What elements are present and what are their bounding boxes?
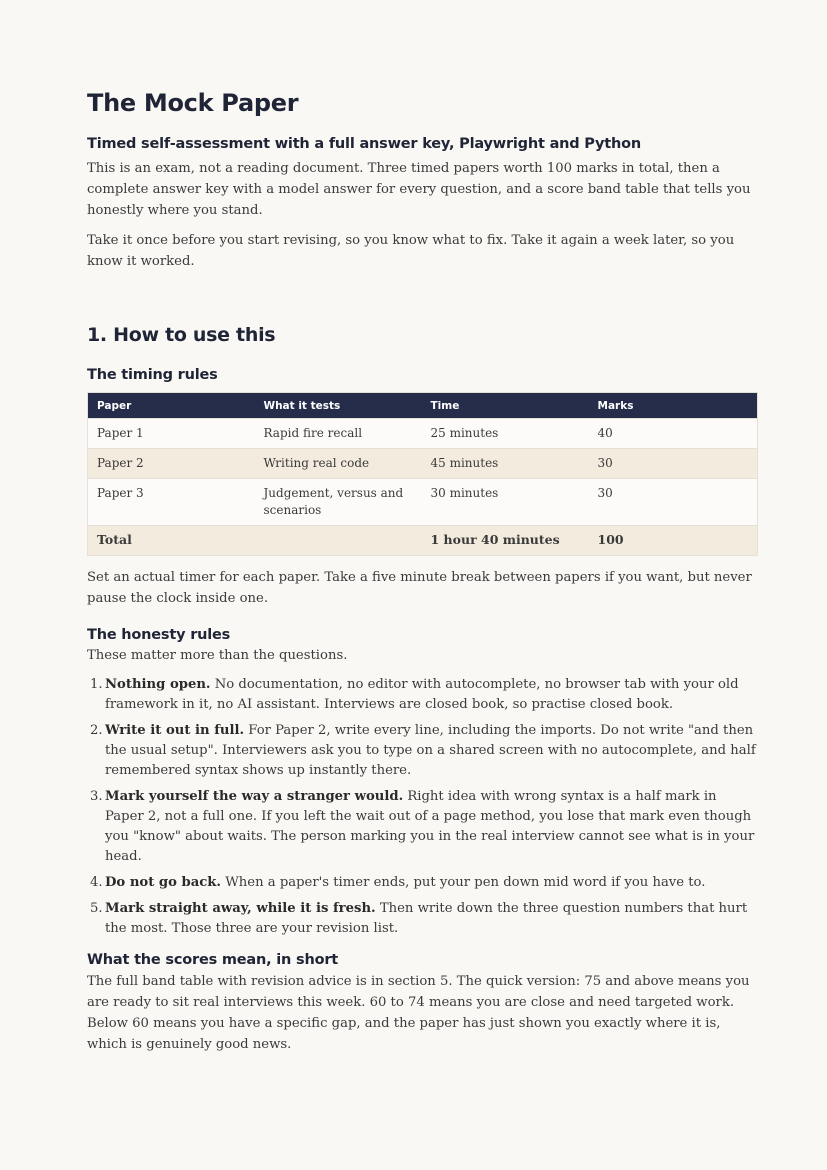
table-cell: 40 <box>589 419 758 449</box>
list-item <box>87 899 757 939</box>
table-cell: 30 <box>589 479 758 526</box>
rule-title: Mark straight away, while it is fresh. <box>105 901 376 916</box>
table-cell: Rapid fire recall <box>255 419 422 449</box>
document-subtitle: Timed self-assessment with a full answer key, Playwright and Python <box>87 136 641 152</box>
rule-text: When a paper's timer ends, put your pen down mid word if you have to. <box>221 875 706 890</box>
rule-text: No documentation, no editor with autocomplete, no browser tab with your old framework in it, no AI assistant. Interviews are closed book, so practise closed book. <box>105 677 739 712</box>
list-number: 3. <box>90 789 103 804</box>
timing-table <box>87 392 758 556</box>
honesty-rules-list <box>87 675 757 939</box>
intro-paragraph-1: This is an exam, not a reading document. Three timed papers worth 100 marks in total, then a complete answer key with a model answer for every question, and a score band table that tells you honestly where you stand. <box>87 161 751 218</box>
timing-rules-heading: The timing rules <box>87 367 218 383</box>
column-header: What it tests <box>255 393 422 419</box>
table-row <box>88 419 758 449</box>
table-row <box>88 479 758 526</box>
document-title: The Mock Paper <box>87 89 299 117</box>
rule-text: For Paper 2, write every line, including the imports. Do not write "and then the usual setup". Interviewers ask you to type on a shared screen with no autocomplete, and half remembered syntax shows up instantly there. <box>105 723 756 778</box>
table-cell: 30 minutes <box>422 479 589 526</box>
list-number: 5. <box>90 901 103 916</box>
table-total-row <box>88 526 758 556</box>
table-cell: 30 <box>589 449 758 479</box>
list-number: 4. <box>90 875 103 890</box>
list-item <box>87 873 757 893</box>
rule-title: Nothing open. <box>105 677 211 692</box>
table-cell: 1 hour 40 minutes <box>422 526 589 556</box>
list-item <box>87 675 757 715</box>
list-item <box>87 721 757 781</box>
section-heading-how-to-use: 1. How to use this <box>87 324 276 346</box>
column-header: Marks <box>589 393 758 419</box>
table-cell: 45 minutes <box>422 449 589 479</box>
timer-note: Set an actual timer for each paper. Take a five minute break between papers if you want, but never pause the clock inside one. <box>87 570 752 606</box>
rule-title: Mark yourself the way a stranger would. <box>105 789 404 804</box>
table-cell: Paper 2 <box>88 449 255 479</box>
table-row <box>88 449 758 479</box>
honesty-rules-intro: These matter more than the questions. <box>87 648 348 663</box>
table-cell: Paper 1 <box>88 419 255 449</box>
honesty-rules-heading: The honesty rules <box>87 627 231 643</box>
rule-title: Write it out in full. <box>105 723 245 738</box>
column-header: Paper <box>88 393 255 419</box>
list-number: 2. <box>90 723 103 738</box>
scores-heading: What the scores mean, in short <box>87 952 339 968</box>
list-number: 1. <box>90 677 103 692</box>
table-header-row <box>88 393 758 419</box>
table-cell: Writing real code <box>255 449 422 479</box>
column-header: Time <box>422 393 589 419</box>
table-cell: 100 <box>589 526 758 556</box>
rule-text: Then write down the three question numbers that hurt the most. Those three are your revision list. <box>105 901 748 936</box>
intro-paragraph-2: Take it once before you start revising, so you know what to fix. Take it again a week later, so you know it worked. <box>87 233 735 269</box>
scores-paragraph: The full band table with revision advice is in section 5. The quick version: 75 and above means you are ready to sit real interviews this week. 60 to 74 means you are close and need targeted work. Below 60 means you have a specific gap, and the paper has just shown you exactly where it is, which is genuinely good news. <box>87 974 750 1052</box>
table-cell <box>255 526 422 556</box>
list-item <box>87 787 757 867</box>
table-cell: Total <box>88 526 255 556</box>
table-cell: 25 minutes <box>422 419 589 449</box>
rule-title: Do not go back. <box>105 875 222 890</box>
table-cell: Paper 3 <box>88 479 255 526</box>
rule-text: Right idea with wrong syntax is a half mark in Paper 2, not a full one. If you left the wait out of a page method, you lose that mark even though you "know" about waits. The person marking you in the real interview cannot see what is in your head. <box>105 789 755 864</box>
table-cell: Judgement, versus and scenarios <box>255 479 422 526</box>
